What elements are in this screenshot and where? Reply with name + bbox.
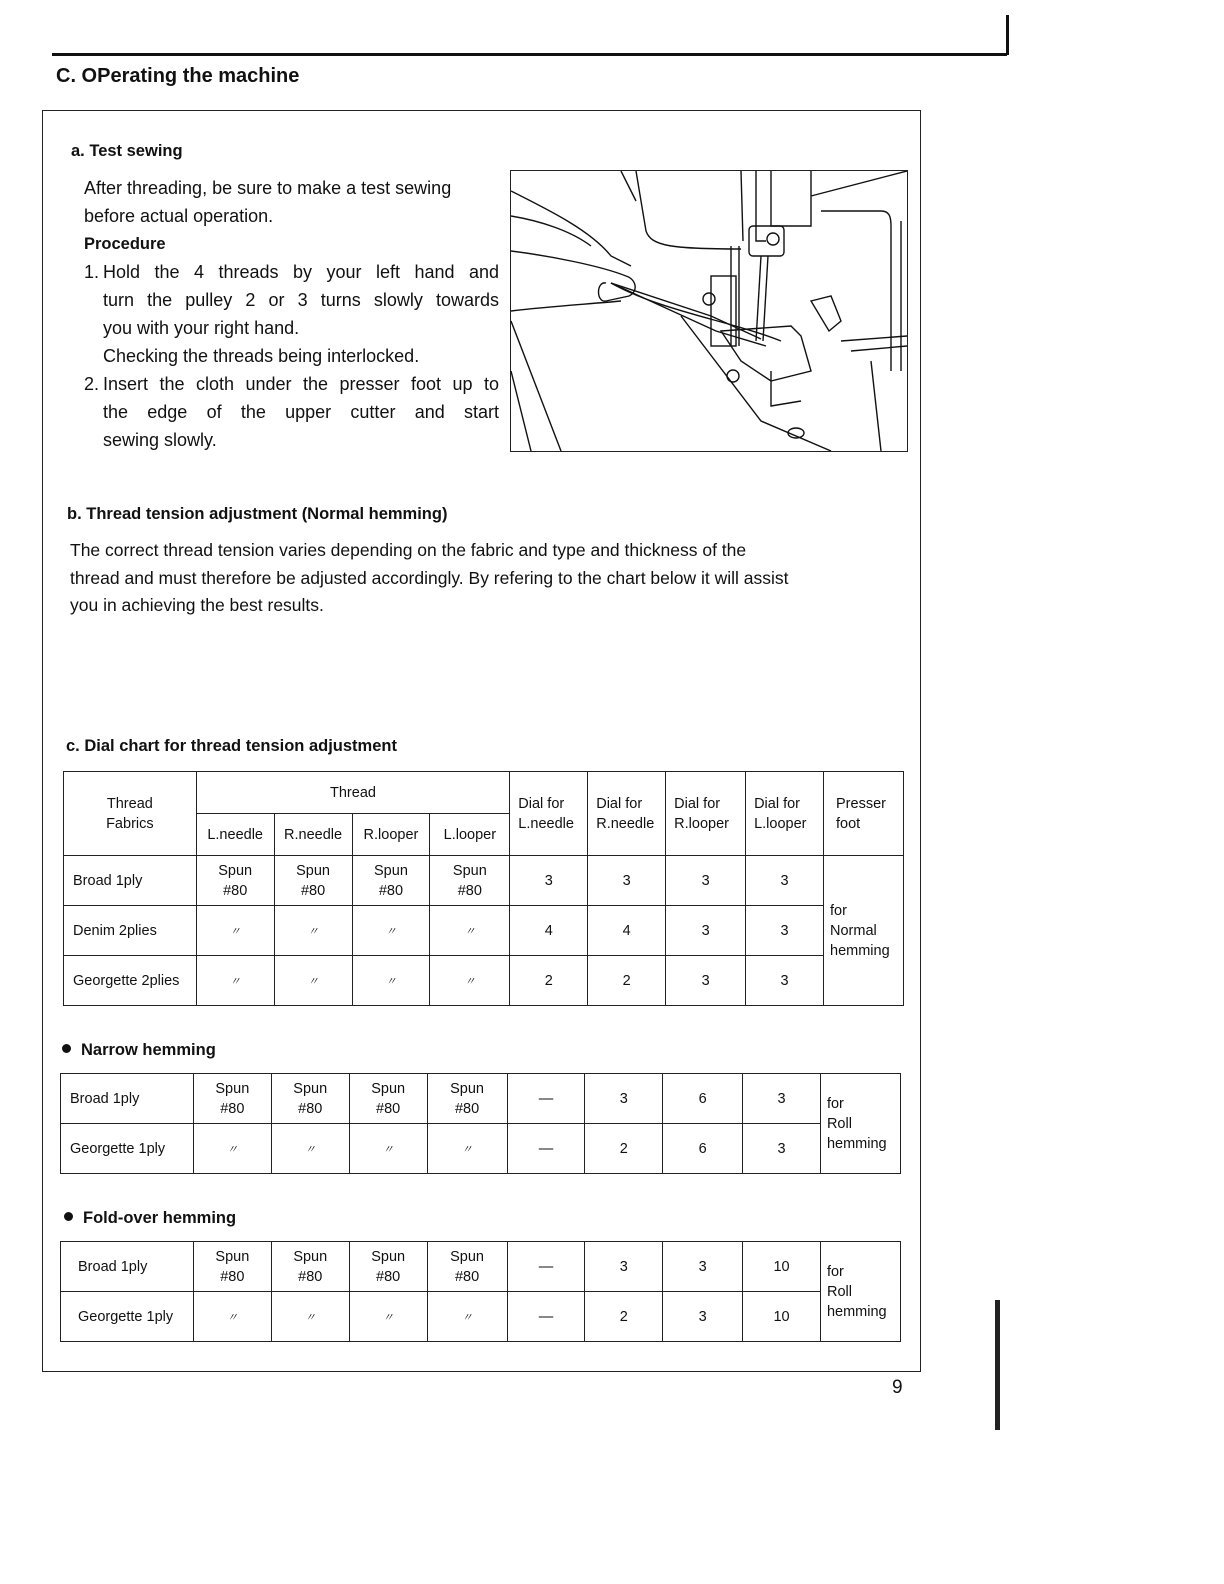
header-r-looper: R.looper bbox=[352, 814, 430, 856]
dial-cell: 3 bbox=[743, 1124, 821, 1174]
dial-cell: 2 bbox=[510, 956, 588, 1006]
fabric-cell: Georgette 1ply bbox=[61, 1292, 194, 1342]
dial-cell: 3 bbox=[746, 856, 824, 906]
fabric-cell: Georgette 2plies bbox=[64, 956, 197, 1006]
dial-cell: — bbox=[507, 1242, 585, 1292]
ditto-cell: 〃 bbox=[274, 956, 352, 1006]
fabric-cell: Denim 2plies bbox=[64, 906, 197, 956]
thread-cell: Spun #80 bbox=[271, 1074, 349, 1124]
ditto-cell: 〃 bbox=[193, 1124, 271, 1174]
procedure-steps bbox=[84, 258, 499, 454]
dial-cell: 3 bbox=[585, 1074, 663, 1124]
dial-cell: 4 bbox=[588, 906, 666, 956]
narrow-hemming-title: Narrow hemming bbox=[62, 1041, 216, 1060]
table-row bbox=[61, 1242, 901, 1292]
ditto-cell: 〃 bbox=[271, 1124, 349, 1174]
thread-cell: Spun #80 bbox=[352, 856, 430, 906]
dial-cell: 3 bbox=[666, 956, 746, 1006]
foldover-hemming-title: Fold-over hemming bbox=[64, 1209, 236, 1228]
ditto-cell: 〃 bbox=[271, 1292, 349, 1342]
dial-cell: 2 bbox=[588, 956, 666, 1006]
normal-hemming-dial-table bbox=[63, 771, 904, 1006]
thread-cell: Spun #80 bbox=[349, 1242, 427, 1292]
ditto-cell: 〃 bbox=[196, 956, 274, 1006]
fabric-cell: Broad 1ply bbox=[61, 1242, 194, 1292]
ditto-cell: 〃 bbox=[427, 1292, 507, 1342]
dial-cell: 6 bbox=[663, 1074, 743, 1124]
header-thread-fabrics: Thread Fabrics bbox=[64, 772, 197, 856]
ditto-cell: 〃 bbox=[349, 1124, 427, 1174]
thread-cell: Spun #80 bbox=[427, 1074, 507, 1124]
sewing-machine-hand-illustration bbox=[511, 171, 907, 451]
dial-cell: — bbox=[507, 1074, 585, 1124]
dial-cell: 3 bbox=[663, 1292, 743, 1342]
thread-cell: Spun #80 bbox=[271, 1242, 349, 1292]
table-row bbox=[61, 1292, 901, 1342]
dial-cell: 4 bbox=[510, 906, 588, 956]
foldover-hemming-table bbox=[60, 1241, 901, 1342]
intro-line: After threading, be sure to make a test sewing bbox=[84, 178, 452, 198]
header-dial-l-looper: Dial for L.looper bbox=[746, 772, 824, 856]
dial-cell: 3 bbox=[510, 856, 588, 906]
procedure-label: Procedure bbox=[84, 235, 166, 253]
dial-cell: 10 bbox=[743, 1292, 821, 1342]
thread-cell: Spun #80 bbox=[193, 1242, 271, 1292]
dial-cell: 3 bbox=[746, 906, 824, 956]
procedure-step-1: 1. Hold the 4 threads by your left hand and turn the pulley 2 or 3 turns slowly towards you with your right hand. Checking the threads being interlocked. bbox=[84, 262, 499, 366]
presser-foot-cell: for Roll hemming bbox=[820, 1242, 900, 1342]
dial-cell: — bbox=[507, 1292, 585, 1342]
fabric-cell: Broad 1ply bbox=[64, 856, 197, 906]
section-c-title: c. Dial chart for thread tension adjustment bbox=[66, 737, 397, 755]
table-row bbox=[64, 906, 904, 956]
page-edge-rule bbox=[1006, 15, 1009, 55]
section-a-title: a. Test sewing bbox=[71, 142, 183, 160]
ditto-cell: 〃 bbox=[352, 906, 430, 956]
ditto-cell: 〃 bbox=[352, 956, 430, 1006]
table-row bbox=[64, 856, 904, 906]
fabric-cell: Georgette 1ply bbox=[61, 1124, 194, 1174]
thread-cell: Spun #80 bbox=[196, 856, 274, 906]
section-b-text: The correct thread tension varies depending on the fabric and type and thickness of the thread and must therefore be adjusted accordingly. By refering to the chart below it will assist you in achieving the best results. bbox=[70, 540, 789, 615]
dial-cell: 3 bbox=[746, 956, 824, 1006]
header-dial-l-needle: Dial for L.needle bbox=[510, 772, 588, 856]
presser-foot-cell: for Normal hemming bbox=[824, 856, 904, 1006]
header-dial-r-looper: Dial for R.looper bbox=[666, 772, 746, 856]
dial-cell: 3 bbox=[666, 906, 746, 956]
thread-cell: Spun #80 bbox=[274, 856, 352, 906]
presser-foot-cell: for Roll hemming bbox=[820, 1074, 900, 1174]
ditto-cell: 〃 bbox=[430, 956, 510, 1006]
section-b-title: b. Thread tension adjustment (Normal hemming) bbox=[67, 505, 448, 523]
dial-cell: 2 bbox=[585, 1292, 663, 1342]
table-row bbox=[61, 1074, 901, 1124]
dial-cell: 3 bbox=[588, 856, 666, 906]
fabric-cell: Broad 1ply bbox=[61, 1074, 194, 1124]
table-row bbox=[64, 956, 904, 1006]
thread-cell: Spun #80 bbox=[193, 1074, 271, 1124]
ditto-cell: 〃 bbox=[349, 1292, 427, 1342]
header-thread-group: Thread bbox=[196, 772, 510, 814]
header-rule bbox=[52, 53, 1007, 56]
thread-cell: Spun #80 bbox=[349, 1074, 427, 1124]
thread-cell: Spun #80 bbox=[427, 1242, 507, 1292]
dial-cell: 3 bbox=[743, 1074, 821, 1124]
dial-cell: 3 bbox=[666, 856, 746, 906]
narrow-hemming-table bbox=[60, 1073, 901, 1174]
ditto-cell: 〃 bbox=[274, 906, 352, 956]
ditto-cell: 〃 bbox=[193, 1292, 271, 1342]
dial-cell: 6 bbox=[663, 1124, 743, 1174]
header-presser-foot: Presser foot bbox=[824, 772, 904, 856]
page-title: C. OPerating the machine bbox=[56, 65, 300, 87]
header-r-needle: R.needle bbox=[274, 814, 352, 856]
dial-cell: 10 bbox=[743, 1242, 821, 1292]
intro-line: before actual operation. bbox=[84, 206, 274, 226]
ditto-cell: 〃 bbox=[430, 906, 510, 956]
ditto-cell: 〃 bbox=[427, 1124, 507, 1174]
header-l-needle: L.needle bbox=[196, 814, 274, 856]
dial-cell: 3 bbox=[663, 1242, 743, 1292]
test-sewing-illustration bbox=[510, 170, 908, 452]
binding-edge bbox=[995, 1300, 1000, 1430]
dial-cell: — bbox=[507, 1124, 585, 1174]
dial-cell: 3 bbox=[585, 1242, 663, 1292]
ditto-cell: 〃 bbox=[196, 906, 274, 956]
page-number: 9 bbox=[892, 1377, 903, 1398]
procedure-step-2: 2. Insert the cloth under the presser foot up to the edge of the upper cutter and start sewing slowly. bbox=[84, 374, 499, 450]
bullet-icon bbox=[64, 1212, 73, 1221]
header-dial-r-needle: Dial for R.needle bbox=[588, 772, 666, 856]
dial-cell: 2 bbox=[585, 1124, 663, 1174]
header-l-looper: L.looper bbox=[430, 814, 510, 856]
bullet-icon bbox=[62, 1044, 71, 1053]
section-a-intro bbox=[84, 174, 499, 258]
thread-cell: Spun #80 bbox=[430, 856, 510, 906]
table-row bbox=[61, 1124, 901, 1174]
